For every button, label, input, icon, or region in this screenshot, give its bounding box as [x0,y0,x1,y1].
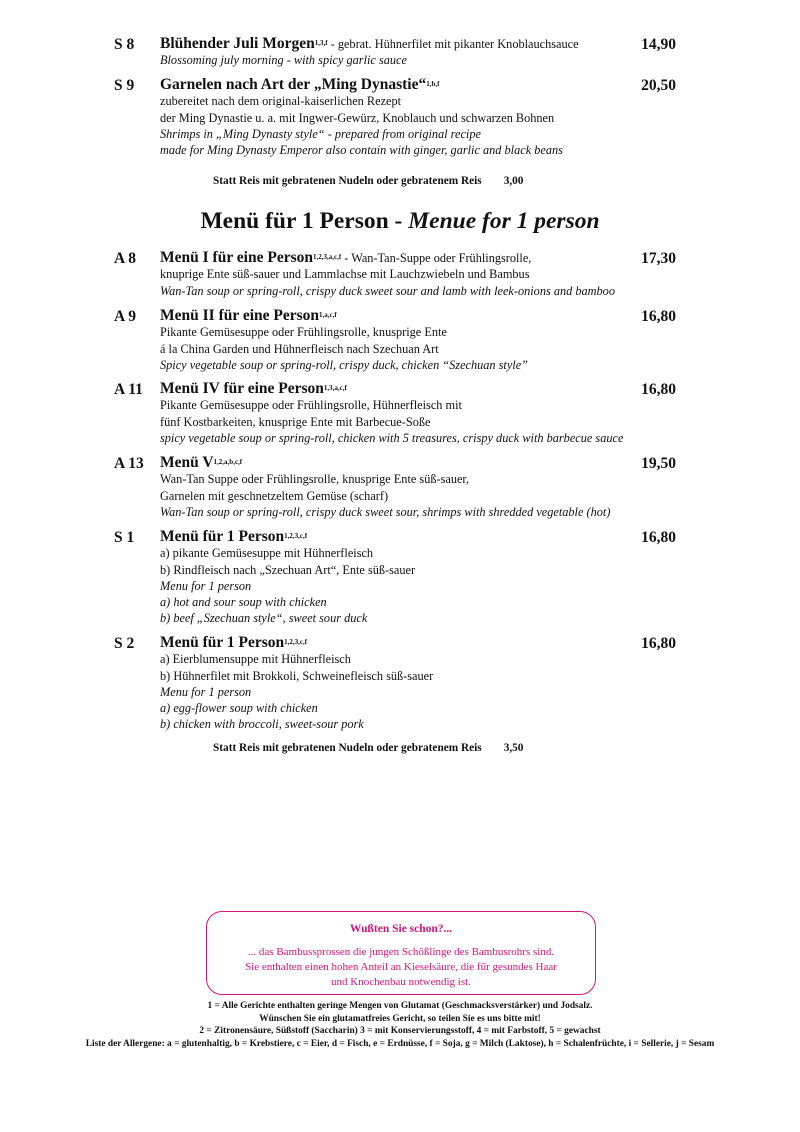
item-body [160,308,690,373]
item-price: 16,80 [641,308,676,325]
item-code: S 1 [114,529,135,546]
allergen-codes: 1,2,3,c,f [284,532,308,540]
item-title: Blühender Juli Morgen$^{1,3,f}$ [160,35,328,52]
section-heading-english: Menue for 1 person [408,208,600,234]
note-price: 3,00 [503,175,524,187]
item-title: Menü II für eine Person$^{1,a,c,f}$ [160,307,337,324]
item-description: Wan-Tan soup or spring-roll, crispy duck sweet sour, shrimps with shredded vegetable (hot) [160,504,611,519]
allergen-codes: 1,a,c,f [319,311,337,319]
item-price: 16,80 [641,635,676,652]
allergen-footer [0,1000,800,1050]
allergen-codes: 1,3,a,c,f [323,384,347,392]
section-heading: Menü für 1 Person - Menue for 1 person [200,208,600,234]
item-description: b) Rindfleisch nach „Szechuan Art“, Ente süß-sauer [160,562,416,577]
item-description: a) pikante Gemüsesuppe mit Hühnerfleisch [160,546,374,561]
item-description: Menu for 1 person [160,578,252,593]
footer-line: 2 = Zitronensäure, Süßstoff (Saccharin) 3 = mit Konservierungsstoff, 4 = mit Farbstoff, 5 = gewachst [199,1026,601,1036]
footer-line: 1 = Alle Gerichte enthalten geringe Mengen von Glutamat (Geschmacksverstärker) und Jodsalz. [207,1001,593,1011]
item-description: Wan-Tan soup or spring-roll, crispy duck sweet sour and lamb with leek-onions and bamboo [160,283,615,298]
item-price: 20,50 [641,77,676,94]
item-description: b) chicken with broccoli, sweet-sour pork [160,717,364,732]
item-title: Menü IV für eine Person$^{1,3,a,c,f}$ [160,380,347,397]
did-you-know-line: ... das Bambussprossen die jungen Schößlinge des Bambusrohrs sind. [247,946,555,958]
item-inline-text: - Wan-Tan-Suppe oder Frühlingsrolle, [341,251,532,265]
did-you-know-line: und Knochenbau notwendig ist. [331,976,471,988]
item-description: Shrimps in „Ming Dynasty style“ - prepared from original recipe [160,126,481,141]
item-description: a) hot and sour soup with chicken [160,595,327,610]
item-description: b) Hühnerfilet mit Brokkoli, Schweinefleisch süß-sauer [160,668,434,683]
item-description: Pikante Gemüsesuppe oder Frühlingsrolle, Hühnerfleisch mit [160,398,462,413]
item-title: Menü I für eine Person$^{1,2,3,a,c,f}$ [160,249,342,266]
item-title: Menü für 1 Person$^{1,2,3,c,f}$ [160,528,308,545]
item-body [160,250,690,299]
note-text: Statt Reis mit gebratenen Nudeln oder gebratenem Reis [213,742,482,754]
note-price: 3,50 [503,742,524,754]
did-you-know-box [206,911,596,995]
side-dish-note [213,742,523,754]
item-description: knuprige Ente süß-sauer und Lammlachse mit Lauchzwiebeln und Bambus [160,267,530,282]
item-code: S 9 [114,77,135,94]
did-you-know-line: Sie enthalten einen hohen Anteil an Kieselsäure, die für gesundes Haar [245,961,557,973]
item-description: Spicy vegetable soup or spring-roll, crispy duck, chicken “Szechuan style” [160,357,529,372]
item-description: b) beef „Szechuan style“, sweet sour duck [160,611,368,626]
item-description: Garnelen mit geschnetzeltem Gemüse (scharf) [160,488,389,503]
item-inline-text: - gebrat. Hühnerfilet mit pikanter Knoblauchsauce [327,37,579,51]
item-title: Menü V$^{1,2,a,b,c,f}$ [160,454,243,471]
item-description: Menu for 1 person [160,684,252,699]
item-body [160,529,690,627]
footer-line: Wünschen Sie ein glutamatfreies Gericht, so teilen Sie es uns bitte mit! [259,1013,541,1024]
did-you-know-title: Wußten Sie schon?... [349,923,453,935]
item-description: á la China Garden und Hühnerfleisch nach Szechuan Art [160,341,439,356]
footer-line: Liste der Allergene: a = glutenhaltig, b = Krebstiere, c = Eier, d = Fisch, e = Erdnüsse, f = Soja, g = Milch (Laktose), h = Schalenfrüchte, i = Sellerie, j = Sesam [85,1038,715,1049]
item-description: fünf Kostbarkeiten, knusprige Ente mit Barbecue-Soße [160,414,431,429]
item-body [160,77,690,158]
allergen-codes: 1,b,f [426,80,440,88]
item-price: 19,50 [641,455,676,472]
item-title: Garnelen nach Art der „Ming Dynastie“$^{1,b,f}$ [160,76,440,93]
item-body [160,36,690,69]
item-body [160,455,690,520]
item-description: der Ming Dynastie u. a. mit Ingwer-Gewürz, Knoblauch und schwarzen Bohnen [160,110,555,125]
item-price: 17,30 [641,250,676,267]
item-description: Blossoming july morning - with spicy garlic sauce [160,53,407,68]
item-body [160,635,690,733]
item-code: A 13 [114,455,144,472]
item-code: A 8 [114,250,136,267]
item-title: Menü für 1 Person$^{1,2,3,c,f}$ [160,634,308,651]
item-description: a) egg-flower soup with chicken [160,701,318,716]
item-description: made for Ming Dynasty Emperor also contain with ginger, garlic and black beans [160,143,563,158]
allergen-codes: 1,2,a,b,c,f [213,458,243,466]
note-text: Statt Reis mit gebratenen Nudeln oder gebratenem Reis [213,175,482,187]
item-description: a) Eierblumensuppe mit Hühnerfleisch [160,652,351,667]
item-description: zubereitet nach dem original-kaiserlichen Rezept [160,94,402,109]
item-code: A 9 [114,308,136,325]
allergen-codes: 1,2,3,c,f [284,638,308,646]
allergen-codes: 1,3,f [314,39,328,47]
item-price: 16,80 [641,529,676,546]
item-description: Pikante Gemüsesuppe oder Frühlingsrolle, knusprige Ente [160,325,447,340]
item-price: 14,90 [641,36,676,53]
side-dish-note [213,175,523,187]
item-code: S 2 [114,635,135,652]
item-body [160,381,690,446]
item-price: 16,80 [641,381,676,398]
item-code: A 11 [114,381,143,398]
allergen-codes: 1,2,3,a,c,f [312,253,342,261]
item-description: Wan-Tan Suppe oder Frühlingsrolle, knusprige Ente süß-sauer, [160,472,470,487]
item-code: S 8 [114,36,135,53]
item-description: spicy vegetable soup or spring-roll, chicken with 5 treasures, crispy duck with barbecue sauce [160,430,624,445]
